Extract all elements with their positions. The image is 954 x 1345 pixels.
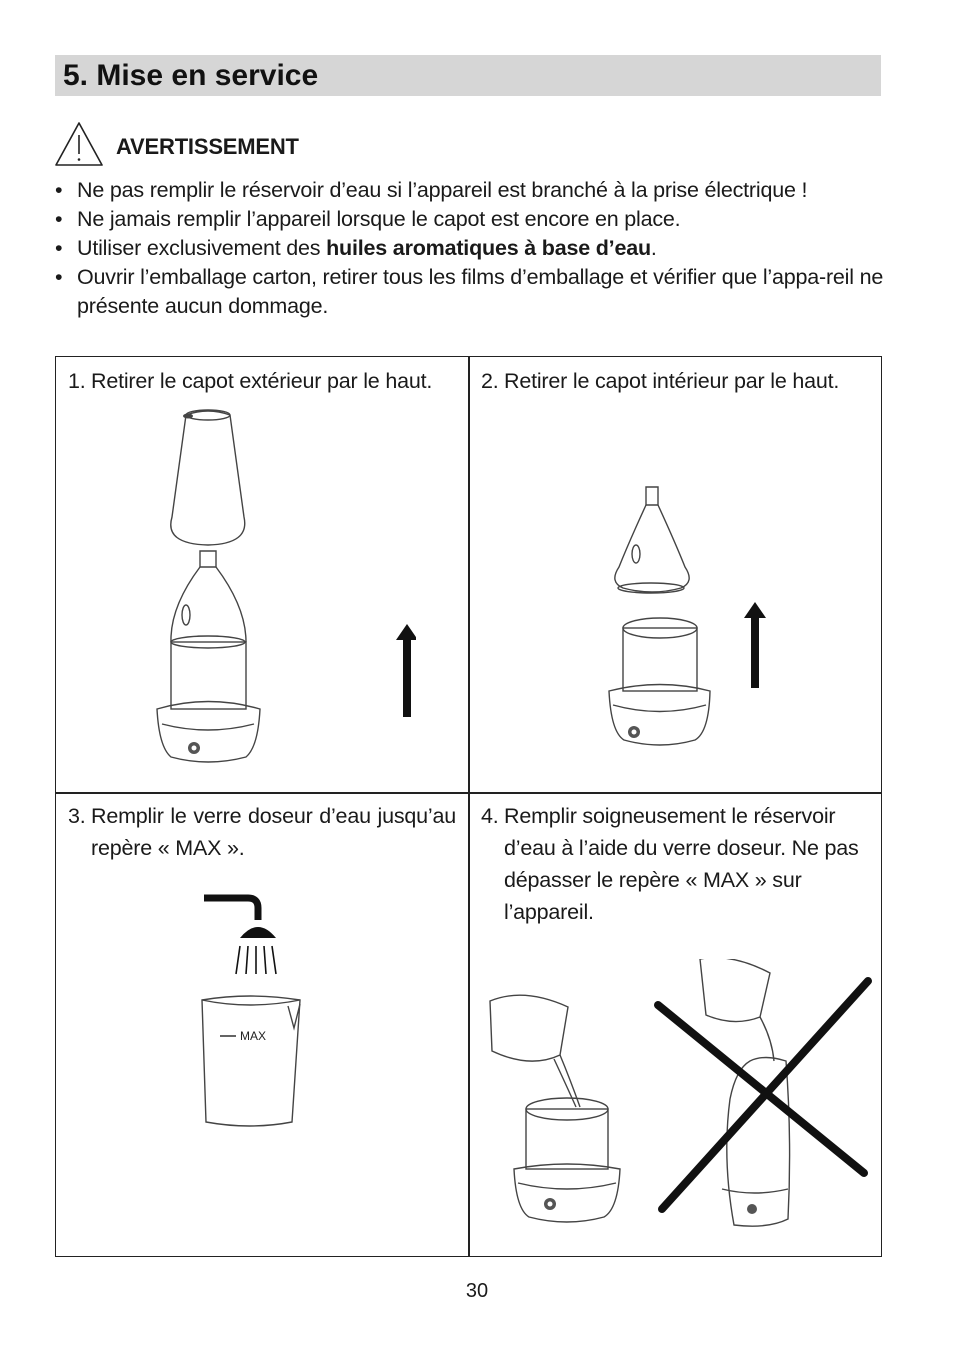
page-number: 30	[465, 1280, 489, 1302]
warning-item: • Ouvrir l’emballage carton, retirer tous les films d’emballage et vérifier que l’appa-reil ne présente aucun dommage.	[55, 263, 890, 321]
filling-reservoir-illustration	[484, 959, 879, 1254]
warning-heading: AVERTISSEMENT	[116, 134, 299, 159]
warning-item: • Utiliser exclusivement des huiles aromatiques à base d’eau.	[55, 234, 890, 263]
tap-icon	[204, 898, 276, 974]
up-arrow-icon	[396, 624, 416, 717]
diffuser-inner-cover-illustration	[599, 482, 769, 782]
step-number: 2.	[481, 369, 499, 393]
step-number: 3.	[68, 804, 86, 828]
step-instruction: Retirer le capot intérieur par le haut.	[504, 369, 840, 393]
step-number: 4.	[481, 804, 499, 828]
step-1-cell	[56, 357, 468, 792]
measuring-cup-under-tap-illustration	[196, 894, 326, 1134]
step-3-cell	[56, 794, 468, 1256]
warning-list	[55, 176, 890, 321]
step-instruction: Remplir le verre doseur d’eau jusqu’au repère « MAX ».	[91, 804, 456, 860]
step-4-cell	[469, 794, 881, 1256]
warning-emphasis: huiles aromatiques à base d’eau	[326, 236, 651, 260]
cross-icon	[658, 981, 868, 1209]
steps-grid	[55, 356, 882, 1257]
step-2-cell	[469, 357, 881, 792]
cup-max-mark: MAX	[240, 1029, 267, 1043]
up-arrow-icon	[744, 602, 766, 688]
warning-triangle-icon	[54, 121, 104, 167]
warning-item: • Ne jamais remplir l’appareil lorsque le capot est encore en place.	[55, 205, 890, 234]
step-number: 1.	[68, 369, 86, 393]
warning-item: • Ne pas remplir le réservoir d’eau si l’appareil est branché à la prise électrique !	[55, 176, 890, 205]
section-title: 5. Mise en service	[55, 55, 881, 96]
step-instruction: Retirer le capot extérieur par le haut.	[91, 369, 433, 393]
diffuser-outer-cover-illustration	[156, 402, 416, 787]
step-instruction: Remplir soigneusement le réservoir d’eau à l’aide du verre doseur. Ne pas dépasser le repère « MAX » sur l’appareil.	[504, 804, 859, 924]
